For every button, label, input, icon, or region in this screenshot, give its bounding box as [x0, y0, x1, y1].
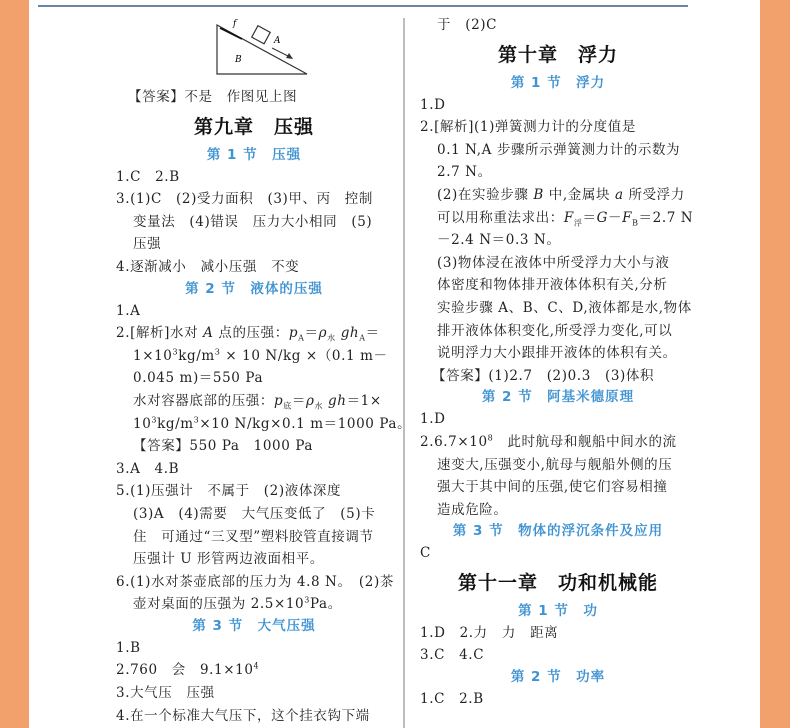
text-run: 第 1 节 浮力 — [510, 74, 606, 91]
text-run: 说明浮力大小跟排开液体的体积有关。 — [437, 345, 677, 362]
text-run: (3)物体浸在液体中所受浮力大小与液 — [437, 254, 670, 271]
superscript: 3 — [214, 347, 221, 357]
answer-text-line — [420, 229, 696, 252]
text-run: 2.[解析]水对 — [116, 325, 204, 342]
variable: ρ — [318, 325, 328, 342]
text-run: Pa。 — [309, 596, 342, 613]
section-title — [116, 279, 392, 300]
subscript: A — [298, 333, 305, 343]
variable: ρ — [305, 392, 315, 409]
text-run: 第 1 节 功 — [518, 602, 598, 619]
text-run: 1.A — [116, 302, 141, 319]
text-run: ＝1× — [346, 392, 382, 409]
section-title — [420, 73, 696, 94]
text-run: 压强计 U 形管两边液面相平。 — [133, 551, 324, 568]
text-run: 1.C 2.B — [116, 168, 180, 185]
text-run: 1.C 2.B — [420, 691, 484, 708]
text-run: (3)A (4)需要 大气压变低了 (5)卡 — [133, 505, 376, 522]
answer-text-line — [420, 408, 696, 431]
subscript: A — [359, 333, 366, 343]
text-run: 速变大,压强变小,航母与舰船外侧的压 — [437, 456, 673, 473]
text-run: 第 3 节 物体的浮沉条件及应用 — [452, 523, 664, 540]
text-run: 造成危险。 — [437, 501, 508, 518]
block-a — [252, 26, 271, 44]
text-run: 所受浮力 — [623, 186, 685, 203]
section-title — [420, 601, 696, 622]
text-run: 1×10 — [133, 347, 173, 364]
section-title — [116, 616, 392, 637]
text-run: 此时航母和舰船中间水的流 — [493, 433, 677, 450]
answer-text-line — [420, 542, 696, 565]
answer-text-line — [420, 499, 696, 522]
variable: a — [614, 186, 624, 203]
text-run: 1.D 2.力 力 距离 — [420, 624, 559, 641]
section-title — [116, 145, 392, 166]
text-run: ＝ — [291, 392, 306, 409]
text-run: 第 2 节 功率 — [510, 669, 606, 686]
answer-line — [420, 365, 696, 388]
answer-text-line — [116, 256, 392, 279]
answer-text-line — [116, 682, 392, 705]
variable: gh — [328, 392, 347, 409]
answer-text-line — [420, 184, 696, 207]
section-title — [420, 521, 696, 542]
subscript: 水 — [327, 333, 336, 343]
superscript: 3 — [304, 595, 310, 605]
answer-text-line — [116, 345, 392, 368]
text-run: C — [420, 545, 431, 562]
text-run: 3.大气压 压强 — [116, 685, 215, 702]
answer-text-line — [420, 252, 696, 275]
text-run: 1.D — [420, 411, 446, 428]
text-run: 3.C 4.C — [420, 647, 485, 664]
superscript: 8 — [487, 433, 494, 443]
text-run: 第九章 压强 — [193, 115, 314, 138]
answer-text-line — [116, 571, 392, 594]
text-run: 第 2 节 液体的压强 — [185, 280, 323, 297]
text-run: 第十章 浮力 — [497, 43, 618, 66]
answer-text-line — [116, 435, 392, 458]
text-run: 水对容器底部的压强： — [133, 392, 274, 409]
subscript: 底 — [283, 401, 292, 411]
text-run: 住 可通过“三叉型”塑料胶管直接调节 — [133, 528, 374, 545]
text-run: 1.B — [116, 639, 141, 656]
text-run: kg/m — [178, 347, 215, 364]
text-run: 6.(1)水对茶壶底部的压力为 4.8 N。 (2)茶 — [116, 573, 394, 590]
answer-text-line — [116, 548, 392, 571]
text-run: 2.6.7×10 — [420, 433, 488, 450]
answer-text-line — [420, 342, 696, 365]
text-run: 中,金属块 — [543, 186, 615, 203]
answer-text-line — [420, 431, 696, 454]
answer-text-line — [420, 161, 696, 184]
text-run: 第 2 节 阿基米德原理 — [481, 389, 635, 406]
text-run: 4.在一个标准大气压下，这个挂衣钩下端 — [116, 707, 370, 724]
text-run: ×10 N/kg×0.1 m＝1000 Pa。 — [199, 415, 412, 432]
text-run: 点的压强： — [213, 325, 289, 342]
variable: G — [596, 209, 608, 226]
text-run: － — [607, 209, 623, 226]
variable: B — [533, 186, 544, 203]
text-run: 2.7 N。 — [437, 164, 492, 181]
answer-text-line — [420, 297, 696, 320]
answer-text-line — [116, 390, 392, 413]
text-run: 0.1 N,A 步骤所示弹簧测力计的示数为 — [437, 141, 681, 158]
text-run: 2.760 会 9.1×10 — [116, 662, 254, 679]
variable: F — [622, 209, 633, 226]
label-a: A — [274, 36, 281, 46]
variable: gh — [340, 325, 360, 342]
subscript: 水 — [314, 401, 324, 411]
answer-text-line — [420, 274, 696, 297]
text-run: 第 1 节 压强 — [206, 146, 302, 163]
answer-text-line — [116, 705, 392, 728]
incline-diagram — [200, 12, 320, 82]
answer-text-line — [116, 526, 392, 549]
text-run: 于 (2)C — [437, 17, 498, 33]
chapter-title — [116, 109, 392, 145]
superscript: 3 — [151, 415, 158, 425]
answer-text-line — [116, 166, 392, 189]
answer-text-line — [420, 14, 696, 37]
text-run: 1.D — [420, 96, 446, 113]
answer-text-line — [116, 300, 392, 323]
answer-text-line — [116, 659, 392, 682]
text-run: ＝ — [304, 325, 319, 342]
text-run: × 10 N/kg ×（0.1 m－ — [220, 347, 388, 364]
text-run: ＝ — [365, 325, 380, 342]
answer-text-line — [420, 688, 696, 711]
text-run: 强大于其中间的压强,使它们容易相撞 — [437, 479, 668, 496]
answer-text-line — [420, 320, 696, 343]
answer-text-line — [116, 503, 392, 526]
text-run: －2.4 N＝0.3 N。 — [437, 232, 561, 249]
right-column — [420, 14, 696, 711]
text-run: 变量法 (4)错误 压力大小相同 (5) — [133, 213, 373, 230]
page-border-left — [0, 0, 29, 728]
text-run: 排开液体体积变化,所受浮力变化,可以 — [437, 322, 673, 339]
answer-text-line — [116, 480, 392, 503]
text-run: 3.(1)C (2)受力面积 (3)甲、丙 控制 — [116, 191, 373, 208]
text-run: 2.[解析](1)弹簧测力计的分度值是 — [420, 119, 636, 136]
text-run: 0.045 m)＝550 Pa — [133, 370, 264, 387]
text-run: 3.A 4.B — [116, 460, 180, 477]
answer-text-line — [116, 413, 412, 436]
text-run: 4.逐渐减小 减小压强 不变 — [116, 258, 300, 275]
text-run: 压强 — [133, 236, 162, 253]
answer-text-line — [116, 233, 392, 256]
answer-text-line — [116, 458, 392, 481]
friction-arrow — [220, 28, 242, 39]
answer-text-line — [116, 367, 392, 390]
answer-text-line — [420, 116, 696, 139]
header-rule — [38, 5, 688, 7]
text-run: 第 3 节 大气压强 — [192, 617, 316, 634]
variable: F — [563, 209, 574, 226]
answer-text-line — [116, 593, 392, 616]
answer-text-line — [420, 207, 696, 230]
chapter-title — [420, 37, 696, 73]
answer-text-line — [420, 139, 696, 162]
text-run: ＝2.7 N — [638, 209, 694, 226]
text-run: kg/m — [157, 415, 194, 432]
subscript: 浮 — [573, 218, 583, 228]
chapter-title — [420, 565, 696, 601]
label-f: f — [233, 19, 237, 29]
answer-text-line — [420, 94, 696, 117]
label-b: B — [235, 55, 242, 65]
text-run: 实验步骤 A、B、C、D,液体都是水,物体 — [437, 299, 692, 316]
variable: p — [274, 392, 284, 409]
answer-text-line — [420, 644, 696, 667]
answer-text-line — [420, 454, 696, 477]
text-run: 【答案】(1)2.7 (2)0.3 (3)体积 — [432, 367, 655, 384]
variable: p — [288, 325, 299, 342]
subscript: B — [632, 218, 639, 228]
superscript: 4 — [253, 661, 260, 671]
answer-text-line — [116, 211, 392, 234]
superscript: 3 — [193, 415, 200, 425]
text-run: 壶对桌面的压强为 2.5×10 — [133, 596, 305, 613]
answer-text-line — [420, 476, 696, 499]
column-divider — [403, 18, 405, 728]
text-run: 5.(1)压强计 不属于 (2)液体深度 — [116, 483, 342, 500]
section-title — [420, 667, 696, 688]
text-run: 10 — [133, 415, 152, 432]
text-run: 【答案】550 Pa 1000 Pa — [133, 438, 314, 455]
text-run: 第十一章 功和机械能 — [457, 571, 658, 594]
left-column — [116, 86, 412, 727]
answer-text-line — [420, 622, 696, 645]
answer-text-line — [116, 322, 392, 345]
text-run: 可以用称重法求出： — [437, 209, 564, 226]
answer-line — [116, 86, 392, 109]
section-title — [420, 387, 696, 408]
text-run: 【答案】不是 作图见上图 — [128, 89, 298, 105]
variable: A — [203, 325, 214, 342]
text-run: (2)在实验步骤 — [437, 186, 534, 203]
answer-text-line — [116, 188, 392, 211]
text-run: ＝ — [582, 209, 597, 226]
superscript: 3 — [172, 347, 179, 357]
answer-text-line — [116, 637, 392, 660]
text-run: 体密度和物体排开液体体积有关,分析 — [437, 277, 668, 294]
page-border-right — [760, 0, 790, 728]
